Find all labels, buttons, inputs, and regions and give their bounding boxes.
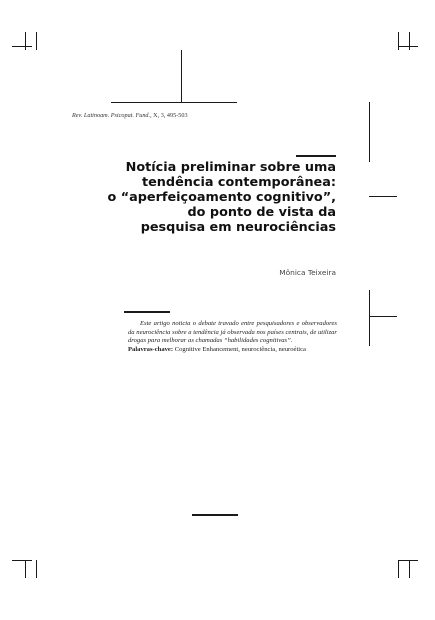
- crop-mark-bottom-right-h: [398, 560, 418, 561]
- title-line-2: tendência contemporânea:: [142, 175, 336, 190]
- abstract: [128, 320, 337, 354]
- registration-cross-top-v: [181, 50, 182, 102]
- article-title: [90, 160, 336, 235]
- title-rule: [296, 155, 336, 157]
- registration-right-upper-h: [369, 196, 397, 197]
- crop-mark-bottom-left-v1: [25, 560, 26, 578]
- registration-right-upper-v: [369, 102, 370, 162]
- crop-mark-top-right-h: [398, 46, 418, 47]
- keywords-label: Palavras-chave:: [128, 345, 174, 353]
- crop-mark-top-right-v2: [409, 32, 410, 50]
- bottom-center-rule: [192, 514, 238, 516]
- author-name: Mônica Teixeira: [279, 268, 336, 277]
- keywords-line: [128, 346, 337, 355]
- crop-mark-bottom-right-v2: [409, 560, 410, 578]
- journal-volume-pages: X, 3, 495-503: [153, 112, 188, 119]
- crop-mark-bottom-left-h: [12, 560, 32, 561]
- crop-mark-top-left-v1: [25, 32, 26, 50]
- crop-mark-top-right-v1: [398, 32, 399, 50]
- crop-mark-bottom-right-v1: [398, 560, 399, 578]
- abstract-rule: [124, 311, 170, 313]
- title-line-1: Notícia preliminar sobre uma: [125, 160, 336, 175]
- registration-cross-top-h: [111, 102, 237, 103]
- abstract-text: Este artigo noticia o debate travado entre pesquisadores e observadores da neurociência sobre a tendência já observada nos países centrais, de utilizar drogas para melhorar as chamadas “habilidades cognitivas”.: [128, 320, 337, 345]
- journal-reference: [72, 112, 312, 119]
- registration-right-lower-h: [369, 316, 397, 317]
- registration-right-lower-v: [369, 290, 370, 346]
- crop-mark-top-left-v2: [36, 32, 37, 50]
- journal-name: Rev. Latinoam. Psicopat. Fund.,: [72, 112, 152, 119]
- title-line-5: pesquisa em neurociências: [140, 220, 336, 235]
- crop-mark-bottom-left-v2: [36, 560, 37, 578]
- crop-mark-top-left-h: [12, 46, 32, 47]
- keywords-list: Cognitive Enhancement, neurociência, neuroética: [174, 345, 306, 353]
- title-line-4: do ponto de vista da: [187, 205, 336, 220]
- title-line-3: o “aperfeiçoamento cognitivo”,: [107, 190, 336, 205]
